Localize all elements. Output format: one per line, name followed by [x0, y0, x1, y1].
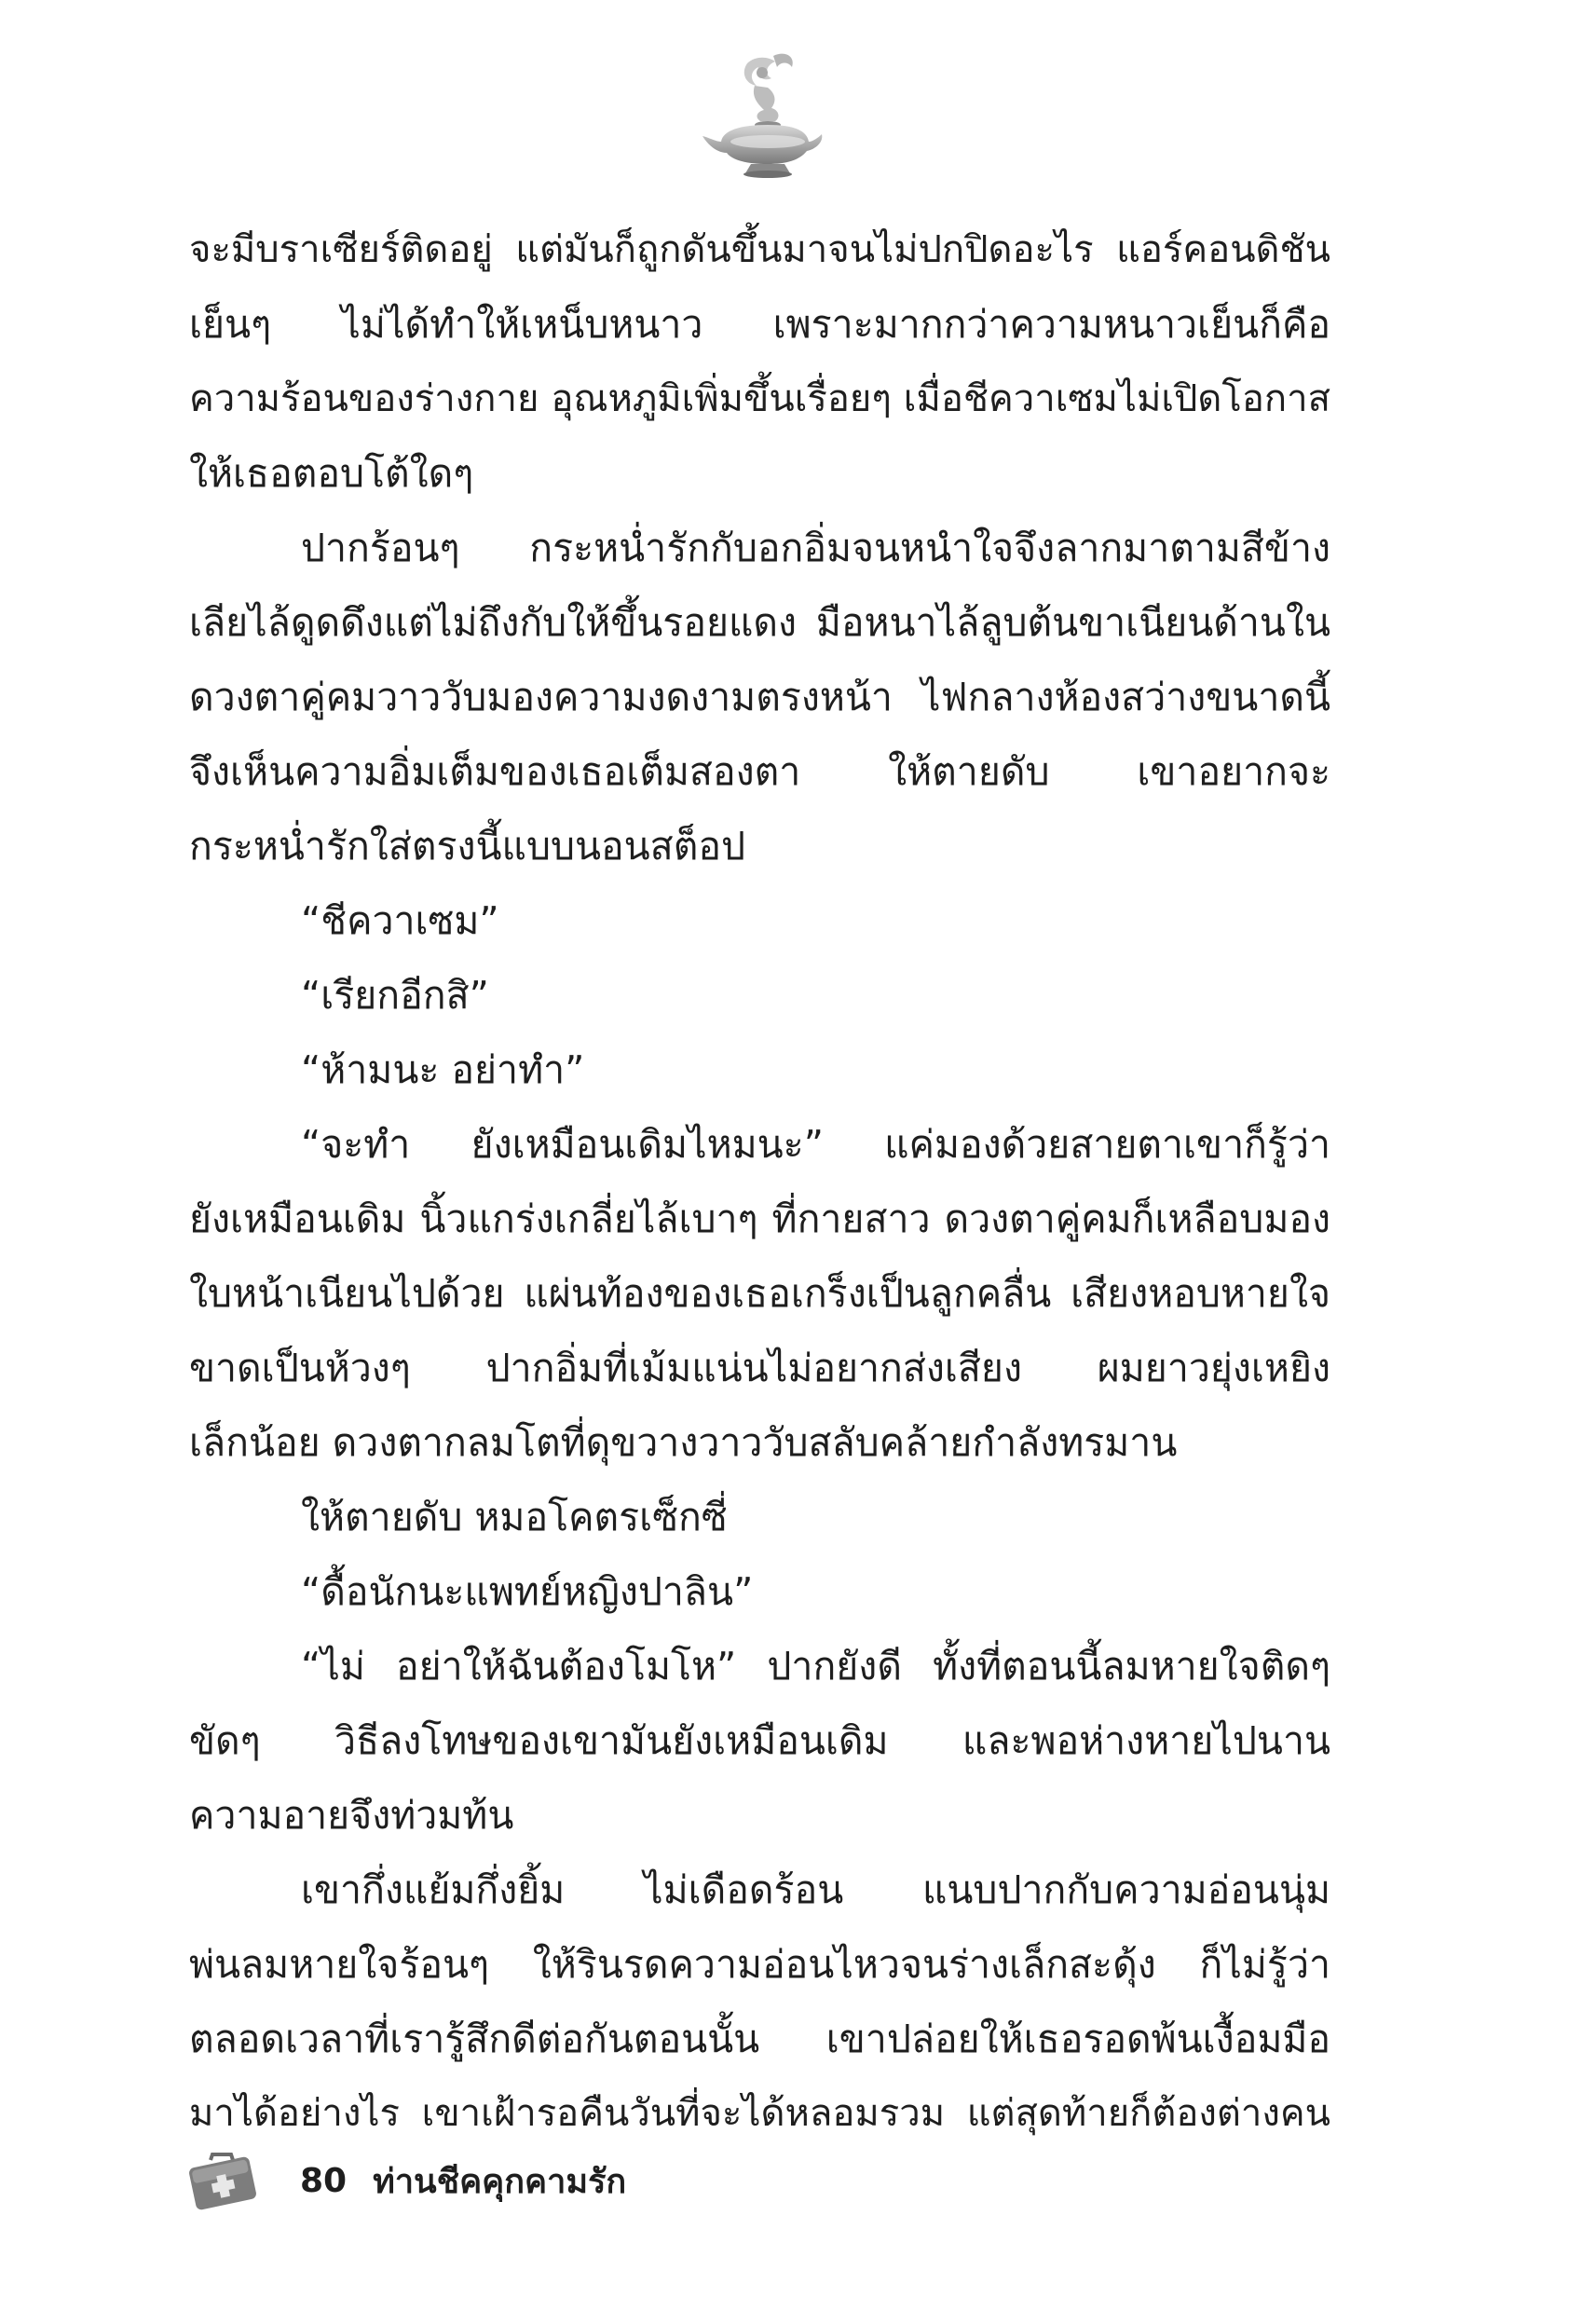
text-line: ความร้อนของร่างกาย อุณหภูมิเพิ่มขึ้นเรื่อยๆ เมื่อชีควาเซมไม่เปิดโอกาส	[189, 377, 1330, 420]
text-line: “ดื้อนักนะแพทย์หญิงปาลิน”	[301, 1569, 754, 1614]
text-line: ปากร้อนๆ กระหน่ำรักกับอกอิ่มจนหนำใจจึงลากมาตามสีข้าง	[301, 526, 1330, 570]
text-line: ให้ตายดับ หมอโคตรเซ็กซี่	[301, 1495, 728, 1539]
text-line: พ่นลมหายใจร้อนๆ ให้รินรดความอ่อนไหวจนร่างเล็กสะดุ้ง ก็ไม่รู้ว่า	[189, 1942, 1330, 1987]
text-line: ให้เธอตอบโต้ใดๆ	[189, 451, 474, 496]
text-line: เขากึ่งแย้มกึ่งยิ้ม ไม่เดือดร้อน แนบปากกับความอ่อนนุ่ม	[301, 1867, 1330, 1912]
text-line: กระหน่ำรักใส่ตรงนี้แบบนอนสต็อป	[189, 824, 745, 868]
medical-case-icon	[186, 2151, 259, 2210]
text-line: ใบหน้าเนียนไปด้วย แผ่นท้องของเธอเกร็งเป็นลูกคลื่น เสียงหอบหายใจ	[189, 1271, 1330, 1316]
text-line: ตลอดเวลาที่เรารู้สึกดีต่อกันตอนนั้น เขาปล่อยให้เธอรอดพ้นเงื้อมมือ	[189, 2017, 1330, 2061]
text-line: “ชีควาเซม”	[301, 898, 499, 943]
text-line: เย็นๆ ไม่ได้ทำให้เหน็บหนาว เพราะมากกว่าความหนาวเย็นก็คือ	[189, 302, 1330, 347]
page-number: 80	[300, 2161, 348, 2200]
text-line: จึงเห็นความอิ่มเต็มของเธอเต็มสองตา ให้ตายดับ เขาอยากจะ	[189, 749, 1330, 794]
text-line: จะมีบราเซียร์ติดอยู่ แต่มันก็ถูกดันขึ้นมาจนไม่ปกปิดอะไร แอร์คอนดิชัน	[189, 228, 1330, 271]
text-line: ขาดเป็นห้วงๆ ปากอิ่มที่เม้มแน่นไม่อยากส่งเสียง ผมยาวยุ่งเหยิง	[189, 1346, 1330, 1390]
text-line: เลียไล้ดูดดึงแต่ไม่ถึงกับให้ขึ้นรอยแดง มือหนาไล้ลูบต้นขาเนียนด้านใน	[189, 600, 1330, 645]
text-line: “ไม่ อย่าให้ฉันต้องโมโห” ปากยังดี ทั้งที่ตอนนี้ลมหายใจติดๆ	[301, 1644, 1330, 1689]
text-line: “เรียกอีกสิ”	[301, 973, 489, 1018]
text-line: ความอายจึงท่วมท้น	[189, 1793, 514, 1838]
text-line: เล็กน้อย ดวงตากลมโตที่ดุขวางวาววับสลับคล้ายกำลังทรมาน	[189, 1420, 1178, 1465]
page-footer	[186, 2143, 626, 2218]
text-line: ยังเหมือนเดิม นิ้วแกร่งเกลี่ยไล้เบาๆ ที่กายสาว ดวงตาคู่คมก็เหลือบมอง	[189, 1197, 1330, 1241]
text-line: ขัดๆ วิธีลงโทษของเขามันยังเหมือนเดิม และพอห่างหายไปนาน	[189, 1718, 1330, 1763]
text-line: ดวงตาคู่คมวาววับมองความงดงามตรงหน้า ไฟกลางห้องสว่างขนาดนี้	[189, 675, 1330, 719]
text-line: มาได้อย่างไร เขาเฝ้ารอคืนวันที่จะได้หลอมรวม แต่สุดท้ายก็ต้องต่างคน	[189, 2092, 1330, 2135]
genie-lamp-icon	[689, 45, 829, 185]
text-line: “จะทำ ยังเหมือนเดิมไหมนะ” แค่มองด้วยสายตาเขาก็รู้ว่า	[301, 1122, 1330, 1167]
body-text	[189, 212, 1330, 2151]
book-title: ท่านชีคคุกคามรัก	[373, 2162, 627, 2201]
text-line: “ห้ามนะ อย่าทำ”	[301, 1047, 585, 1092]
